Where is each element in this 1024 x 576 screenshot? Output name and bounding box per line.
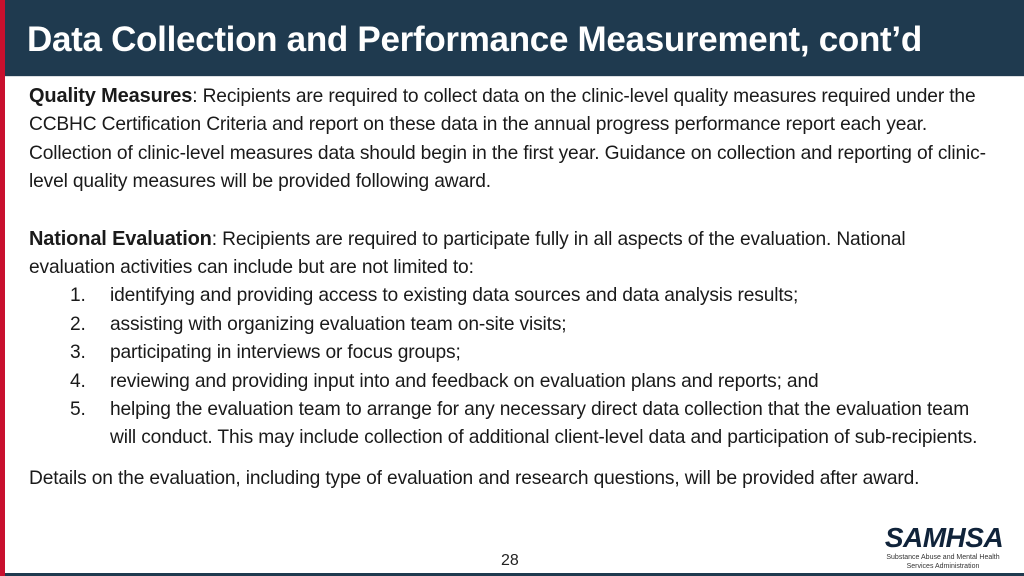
samhsa-logo-subtitle: Substance Abuse and Mental Health Services Administration	[886, 554, 1000, 570]
list-item-text: participating in interviews or focus groups;	[110, 342, 461, 364]
list-item-number: 3.	[70, 342, 86, 364]
samhsa-logo-wordmark: SAMHSA	[884, 522, 1004, 553]
list-item	[29, 311, 989, 339]
quality-measures-term: Quality Measures	[29, 85, 193, 107]
paragraph-spacer	[29, 197, 989, 225]
list-item-number: 5.	[70, 399, 86, 421]
list-item-number: 4.	[70, 370, 86, 392]
list-item-number: 1.	[70, 285, 86, 307]
samhsa-logo	[880, 522, 1010, 572]
list-item	[29, 368, 989, 396]
national-evaluation-text: : Recipients are required to participate fully in all aspects of the evaluation. National evaluation activities can include but are not limited to:	[29, 228, 906, 279]
list-item-text: reviewing and providing input into and feedback on evaluation plans and reports; and	[110, 370, 819, 392]
slide-body	[29, 82, 989, 493]
slide-header	[5, 0, 1024, 77]
evaluation-activities-list	[29, 282, 989, 452]
list-item-number: 2.	[70, 313, 86, 335]
quality-measures-text: : Recipients are required to collect data on the clinic-level quality measures required under the CCBHC Certification Criteria and report on these data in the annual progress performance report each year. Collection of clinic-level measures data should begin in the first year. Guidance on collection and reporting of clinic-level quality measures will be provided following award.	[29, 86, 986, 193]
list-item-text: helping the evaluation team to arrange for any necessary direct data collection that the evaluation team will conduct. This may include collection of additional client-level data and participation of sub-recipients.	[110, 399, 978, 449]
left-accent-bar	[0, 0, 5, 576]
slide-title: Data Collection and Performance Measurement, cont’d	[27, 20, 922, 59]
list-item	[29, 396, 989, 453]
list-item	[29, 339, 989, 367]
evaluation-details-paragraph: Details on the evaluation, including type of evaluation and research questions, will be provided after award.	[29, 467, 920, 489]
list-item	[29, 282, 989, 310]
quality-measures-paragraph	[29, 82, 989, 197]
national-evaluation-paragraph	[29, 225, 989, 283]
list-item-text: identifying and providing access to existing data sources and data analysis results;	[110, 285, 799, 307]
list-item-text: assisting with organizing evaluation team on-site visits;	[110, 313, 567, 335]
national-evaluation-term: National Evaluation	[29, 227, 212, 250]
page-number: 28	[501, 552, 519, 569]
